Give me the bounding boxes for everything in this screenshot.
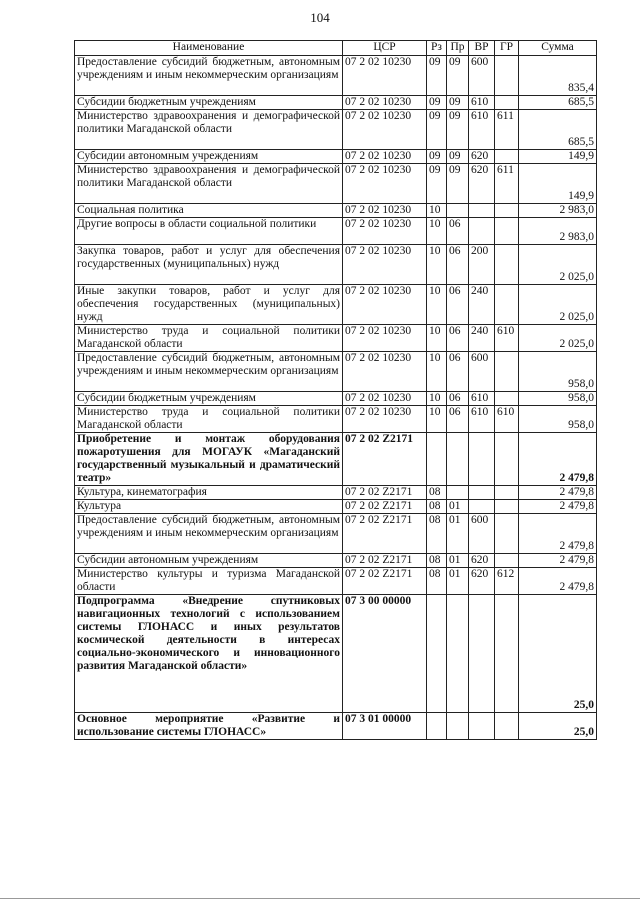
cell-pr <box>447 595 469 713</box>
cell-sum: 2 025,0 <box>519 245 597 285</box>
cell-rz: 09 <box>427 164 447 204</box>
cell-csr: 07 2 02 10230 <box>343 352 427 392</box>
cell-name: Иные закупки товаров, работ и услуг для обеспечения государственных (муниципальных) нужд <box>75 285 343 325</box>
cell-pr: 01 <box>447 514 469 554</box>
cell-csr: 07 2 02 Z2171 <box>343 554 427 568</box>
table-row <box>75 554 597 568</box>
cell-pr <box>447 433 469 486</box>
cell-name: Предоставление субсидий бюджетным, автономным учреждениям и иным некоммерческим организациям <box>75 352 343 392</box>
cell-sum: 2 983,0 <box>519 218 597 245</box>
cell-name: Культура, кинематография <box>75 486 343 500</box>
cell-rz: 08 <box>427 500 447 514</box>
cell-rz: 09 <box>427 96 447 110</box>
cell-csr: 07 2 02 10230 <box>343 325 427 352</box>
cell-name: Министерство культуры и туризма Магаданской области <box>75 568 343 595</box>
cell-csr: 07 2 02 10230 <box>343 164 427 204</box>
cell-rz: 08 <box>427 554 447 568</box>
cell-vr <box>469 204 495 218</box>
cell-csr: 07 3 01 00000 <box>343 713 427 740</box>
cell-sum: 2 025,0 <box>519 325 597 352</box>
cell-name: Министерство труда и социальной политики Магаданской области <box>75 406 343 433</box>
cell-pr: 09 <box>447 150 469 164</box>
cell-sum: 25,0 <box>519 595 597 713</box>
cell-pr: 01 <box>447 568 469 595</box>
cell-rz: 10 <box>427 245 447 285</box>
cell-rz <box>427 713 447 740</box>
table-row <box>75 392 597 406</box>
cell-name: Другие вопросы в области социальной политики <box>75 218 343 245</box>
cell-pr: 01 <box>447 554 469 568</box>
cell-rz: 09 <box>427 110 447 150</box>
cell-rz <box>427 433 447 486</box>
cell-sum: 958,0 <box>519 406 597 433</box>
cell-gr: 610 <box>495 406 519 433</box>
cell-gr <box>495 56 519 96</box>
cell-csr: 07 2 02 Z2171 <box>343 486 427 500</box>
cell-csr: 07 3 00 00000 <box>343 595 427 713</box>
header-vr: ВР <box>469 41 495 56</box>
cell-vr: 600 <box>469 514 495 554</box>
cell-csr: 07 2 02 Z2171 <box>343 568 427 595</box>
cell-name: Министерство труда и социальной политики Магаданской области <box>75 325 343 352</box>
cell-pr: 01 <box>447 500 469 514</box>
cell-rz: 10 <box>427 325 447 352</box>
cell-pr: 09 <box>447 164 469 204</box>
cell-sum: 2 479,8 <box>519 486 597 500</box>
cell-rz: 08 <box>427 486 447 500</box>
cell-pr: 09 <box>447 110 469 150</box>
cell-vr <box>469 595 495 713</box>
cell-vr <box>469 218 495 245</box>
cell-rz: 08 <box>427 568 447 595</box>
cell-vr: 240 <box>469 325 495 352</box>
cell-sum: 685,5 <box>519 96 597 110</box>
table-row <box>75 96 597 110</box>
cell-csr: 07 2 02 Z2171 <box>343 500 427 514</box>
cell-name: Приобретение и монтаж оборудования пожаротушения для МОГАУК «Магаданский государственный музыкальный и драматический театр» <box>75 433 343 486</box>
cell-sum: 2 479,8 <box>519 514 597 554</box>
header-csr: ЦСР <box>343 41 427 56</box>
cell-vr: 240 <box>469 285 495 325</box>
table-row <box>75 713 597 740</box>
table-row <box>75 568 597 595</box>
cell-sum: 2 983,0 <box>519 204 597 218</box>
cell-csr: 07 2 02 10230 <box>343 150 427 164</box>
cell-csr: 07 2 02 10230 <box>343 110 427 150</box>
cell-sum: 149,9 <box>519 150 597 164</box>
cell-rz <box>427 595 447 713</box>
cell-gr <box>495 285 519 325</box>
cell-gr: 610 <box>495 325 519 352</box>
cell-pr <box>447 713 469 740</box>
table-header-row <box>75 41 597 56</box>
cell-vr: 600 <box>469 352 495 392</box>
header-gr: ГР <box>495 41 519 56</box>
cell-gr <box>495 713 519 740</box>
table-row <box>75 595 597 713</box>
cell-pr: 06 <box>447 285 469 325</box>
cell-sum: 2 479,8 <box>519 554 597 568</box>
cell-pr: 06 <box>447 325 469 352</box>
header-name: Наименование <box>75 41 343 56</box>
cell-vr: 600 <box>469 56 495 96</box>
table-row <box>75 204 597 218</box>
cell-vr: 620 <box>469 150 495 164</box>
cell-rz: 10 <box>427 392 447 406</box>
cell-vr <box>469 713 495 740</box>
cell-vr: 620 <box>469 554 495 568</box>
cell-rz: 09 <box>427 150 447 164</box>
table-row <box>75 352 597 392</box>
cell-gr: 611 <box>495 110 519 150</box>
cell-rz: 10 <box>427 352 447 392</box>
cell-pr: 06 <box>447 218 469 245</box>
cell-sum: 958,0 <box>519 352 597 392</box>
table-row <box>75 486 597 500</box>
table-body <box>75 56 597 740</box>
cell-gr <box>495 554 519 568</box>
cell-sum: 2 479,8 <box>519 433 597 486</box>
table-row <box>75 325 597 352</box>
cell-name: Предоставление субсидий бюджетным, автономным учреждениям и иным некоммерческим организациям <box>75 514 343 554</box>
cell-pr: 09 <box>447 56 469 96</box>
table-row <box>75 514 597 554</box>
cell-csr: 07 2 02 10230 <box>343 406 427 433</box>
cell-name: Субсидии бюджетным учреждениям <box>75 392 343 406</box>
cell-pr <box>447 204 469 218</box>
cell-vr: 610 <box>469 406 495 433</box>
cell-vr <box>469 500 495 514</box>
cell-name: Субсидии бюджетным учреждениям <box>75 96 343 110</box>
cell-vr: 200 <box>469 245 495 285</box>
cell-csr: 07 2 02 Z2171 <box>343 514 427 554</box>
cell-vr: 610 <box>469 110 495 150</box>
table-row <box>75 285 597 325</box>
cell-gr <box>495 150 519 164</box>
cell-gr <box>495 486 519 500</box>
cell-gr <box>495 204 519 218</box>
cell-gr <box>495 392 519 406</box>
header-rz: Рз <box>427 41 447 56</box>
cell-vr: 620 <box>469 164 495 204</box>
cell-name: Подпрограмма «Внедрение спутниковых навигационных технологий с использованием системы ГЛОНАСС и иных результатов космической деятельности в интересах социально-экономического и инновационного развития Магаданской области» <box>75 595 343 713</box>
header-pr: Пр <box>447 41 469 56</box>
cell-name: Министерство здравоохранения и демографической политики Магаданской области <box>75 110 343 150</box>
cell-csr: 07 2 02 10230 <box>343 245 427 285</box>
cell-sum: 2 025,0 <box>519 285 597 325</box>
cell-csr: 07 2 02 10230 <box>343 204 427 218</box>
table-row <box>75 245 597 285</box>
cell-gr <box>495 218 519 245</box>
cell-pr: 06 <box>447 406 469 433</box>
cell-sum: 2 479,8 <box>519 500 597 514</box>
cell-rz: 10 <box>427 218 447 245</box>
table-row <box>75 500 597 514</box>
cell-name: Социальная политика <box>75 204 343 218</box>
cell-gr: 612 <box>495 568 519 595</box>
cell-name: Основное мероприятие «Развитие и использование системы ГЛОНАСС» <box>75 713 343 740</box>
cell-rz: 08 <box>427 514 447 554</box>
cell-gr <box>495 514 519 554</box>
cell-gr <box>495 352 519 392</box>
cell-sum: 958,0 <box>519 392 597 406</box>
cell-gr: 611 <box>495 164 519 204</box>
cell-rz: 09 <box>427 56 447 96</box>
cell-csr: 07 2 02 10230 <box>343 285 427 325</box>
cell-sum: 2 479,8 <box>519 568 597 595</box>
cell-sum: 25,0 <box>519 713 597 740</box>
cell-sum: 835,4 <box>519 56 597 96</box>
cell-gr <box>495 433 519 486</box>
cell-name: Предоставление субсидий бюджетным, автономным учреждениям и иным некоммерческим организациям <box>75 56 343 96</box>
cell-csr: 07 2 02 10230 <box>343 218 427 245</box>
cell-pr: 06 <box>447 392 469 406</box>
cell-rz: 10 <box>427 204 447 218</box>
cell-name: Министерство здравоохранения и демографической политики Магаданской области <box>75 164 343 204</box>
cell-sum: 149,9 <box>519 164 597 204</box>
cell-csr: 07 2 02 Z2171 <box>343 433 427 486</box>
header-sum: Сумма <box>519 41 597 56</box>
cell-name: Закупка товаров, работ и услуг для обеспечения государственных (муниципальных) нужд <box>75 245 343 285</box>
table-row <box>75 164 597 204</box>
table-row <box>75 218 597 245</box>
cell-csr: 07 2 02 10230 <box>343 392 427 406</box>
table-row <box>75 433 597 486</box>
cell-pr: 09 <box>447 96 469 110</box>
cell-csr: 07 2 02 10230 <box>343 56 427 96</box>
cell-gr <box>495 245 519 285</box>
table-row <box>75 56 597 96</box>
page-number: 104 <box>310 10 330 25</box>
cell-name: Культура <box>75 500 343 514</box>
cell-vr: 610 <box>469 96 495 110</box>
table-row <box>75 150 597 164</box>
table-row <box>75 406 597 433</box>
cell-vr <box>469 433 495 486</box>
budget-table <box>74 40 597 740</box>
cell-rz: 10 <box>427 285 447 325</box>
cell-csr: 07 2 02 10230 <box>343 96 427 110</box>
cell-gr <box>495 595 519 713</box>
cell-pr: 06 <box>447 245 469 285</box>
cell-sum: 685,5 <box>519 110 597 150</box>
cell-pr <box>447 486 469 500</box>
table-row <box>75 110 597 150</box>
cell-name: Субсидии автономным учреждениям <box>75 554 343 568</box>
cell-name: Субсидии автономным учреждениям <box>75 150 343 164</box>
cell-gr <box>495 500 519 514</box>
cell-gr <box>495 96 519 110</box>
footer-divider <box>0 898 640 899</box>
cell-vr: 610 <box>469 392 495 406</box>
cell-vr: 620 <box>469 568 495 595</box>
cell-rz: 10 <box>427 406 447 433</box>
cell-pr: 06 <box>447 352 469 392</box>
cell-vr <box>469 486 495 500</box>
